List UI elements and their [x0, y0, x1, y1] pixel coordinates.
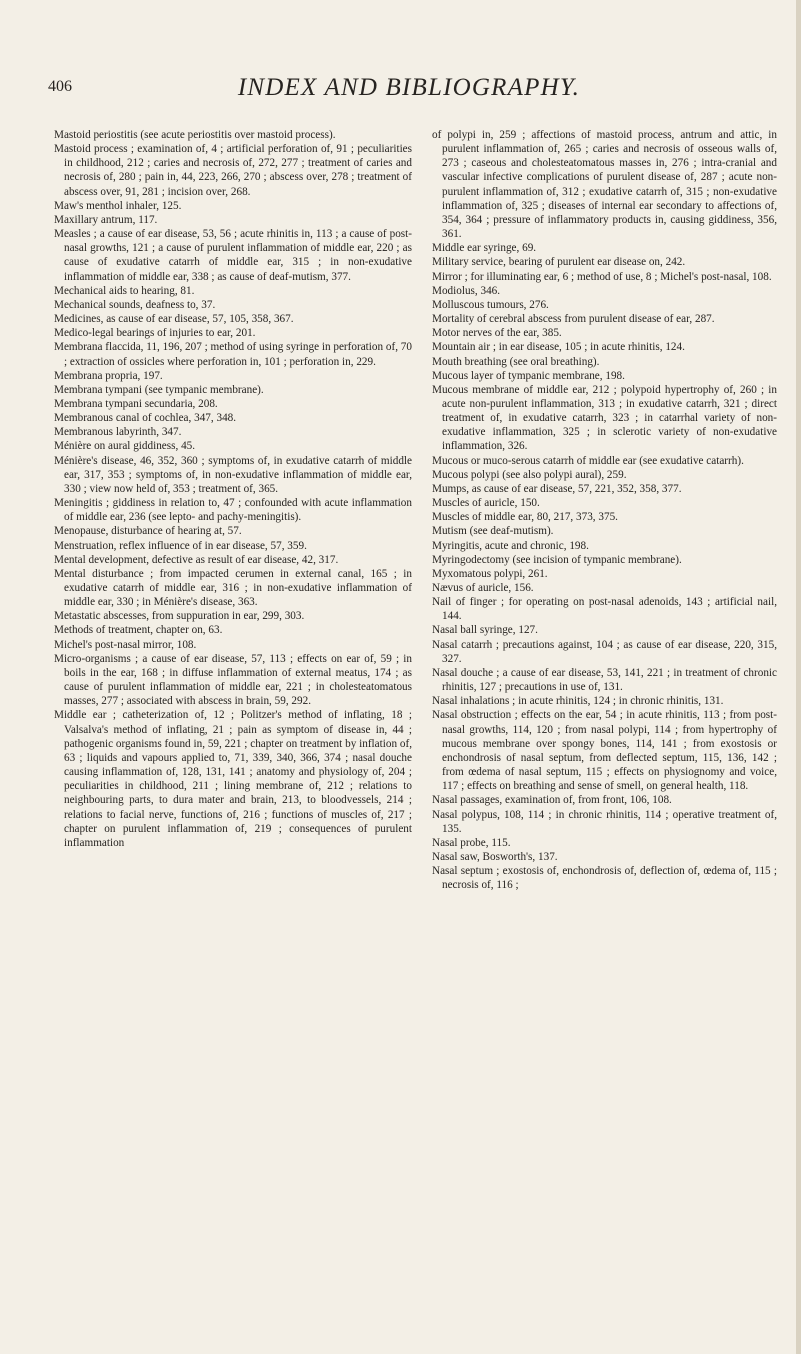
index-entry: Nasal saw, Bosworth's, 137.: [432, 850, 558, 863]
index-entry: Menstruation, reflex influence of in ear disease, 57, 359.: [54, 539, 307, 552]
index-entry: Metastatic abscesses, from suppuration in ear, 299, 303.: [54, 610, 305, 623]
index-entry: Membranous canal of cochlea, 347, 348.: [54, 412, 237, 425]
index-entry: Mucous or muco-serous catarrh of middle ear (see exudative catarrh).: [432, 454, 744, 467]
index-entry: Membranous labyrinth, 347.: [54, 426, 182, 439]
index-entry: Mirror ; for illuminating ear, 6 ; method of use, 8 ; Michel's post-nasal, 108.: [432, 270, 772, 283]
index-entry: Nasal probe, 115.: [432, 836, 511, 849]
index-entry: Mountain air ; in ear disease, 105 ; in acute rhinitis, 124.: [432, 341, 685, 354]
index-entry: Meningitis ; giddiness in relation to, 47 ; confounded with acute inflammation of middle ear, 236 (see lepto- and pachy-meningitis).: [54, 497, 412, 524]
index-entry: Membrana tympani secundaria, 208.: [54, 397, 218, 410]
index-entry: Mental disturbance ; from impacted cerumen in external canal, 165 ; in exudative catarrh of middle ear, 316 ; in non-exudative inflammation of middle ear, 330 ; in Ménière's disease, 363.: [54, 567, 412, 609]
index-entry: Nasal septum ; exostosis of, enchondrosis of, deflection of, œdema of, 115 ; necrosis of, 116 ;: [432, 865, 777, 892]
index-entry: Motor nerves of the ear, 385.: [432, 327, 562, 340]
index-entry: Mumps, as cause of ear disease, 57, 221, 352, 358, 377.: [432, 482, 682, 495]
index-entry: Mucous layer of tympanic membrane, 198.: [432, 369, 625, 382]
index-entry: Micro-organisms ; a cause of ear disease, 57, 113 ; effects on ear of, 59 ; in boils in the ear, 168 ; in diffuse inflammation of external meatus, 174 ; as cause of purulent inflammation of middle ear, 221 ; in cholesteatomatous masses, 277 ; associated with abscess in brain, 59, 292.: [54, 652, 412, 708]
index-entry: Ménière's disease, 46, 352, 360 ; symptoms of, in exudative catarrh of middle ear, 317, 353 ; symptoms of, in non-exudative inflammation of middle ear, 330 ; view now held of, 353 ; treatment of, 365.: [54, 454, 412, 495]
index-entry: Nævus of auricle, 156.: [432, 582, 534, 594]
index-entry: Mechanical sounds, deafness to, 37.: [54, 298, 216, 311]
index-entry: Mortality of cerebral abscess from purulent disease of ear, 287.: [432, 313, 715, 326]
page-header: [48, 74, 770, 106]
index-entry: Measles ; a cause of ear disease, 53, 56 ; acute rhinitis in, 113 ; a cause of post-nasal growths, 121 ; a cause of purulent inflammation of middle ear, 220 ; as cause of exudative catarrh of middle ear, 315 ; in non-exudative inflammation of middle ear, 338 ; as cause of deaf-mutism, 377.: [54, 228, 412, 283]
index-entry: Methods of treatment, chapter on, 63.: [54, 624, 223, 637]
index-entry: Maxillary antrum, 117.: [54, 213, 158, 226]
index-entry: Nasal inhalations ; in acute rhinitis, 124 ; in chronic rhinitis, 131.: [432, 695, 724, 708]
index-entry: Nasal polypus, 108, 114 ; in chronic rhinitis, 114 ; operative treatment of, 135.: [432, 808, 777, 835]
index-entry: Mucous membrane of middle ear, 212 ; polypoid hypertrophy of, 260 ; in acute non-purulent inflammation, 313 ; in exudative catarrh, 321 ; direct treatment of, in exudative catarrh, 323 ; in catarrhal variety of non-exudative inflammation, 325 ; in sclerotic variety of non-exudative inflammation, 326.: [432, 383, 777, 453]
index-column-left: [54, 128, 412, 850]
index-entry: Membrana flaccida, 11, 196, 207 ; method of using syringe in perforation of, 70 ; extraction of ossicles where perforation in, 101 ; perforation in, 229.: [54, 341, 412, 368]
index-entry: Mouth breathing (see oral breathing).: [432, 355, 600, 368]
index-entry: Middle ear syringe, 69.: [432, 242, 537, 255]
index-entry: Mechanical aids to hearing, 81.: [54, 284, 195, 297]
index-entry: Menopause, disturbance of hearing at, 57.: [54, 525, 242, 538]
index-column-right: [432, 128, 777, 892]
index-entry: Myxomatous polypi, 261.: [432, 567, 548, 580]
index-entry: of polypi in, 259 ; affections of mastoid process, antrum and attic, in purulent inflammation of, 265 ; caries and necrosis of osseous walls of, 273 ; caseous and cholesteatomatous masses in, 276 ; intra-cranial and vascular infective complications of purulent disease of, 287 ; acute non-purulent inflammation of, 312 ; exudative catarrh of, 315 ; non-exudative inflammation of, 325 ; diseases of internal ear secondary to affections of, 354, 364 ; pressure of inflammatory products in, causing giddiness, 356, 361.: [432, 129, 777, 241]
index-entry: Muscles of middle ear, 80, 217, 373, 375.: [432, 511, 618, 524]
index-entry: Mastoid process ; examination of, 4 ; artificial perforation of, 91 ; peculiarities in childhood, 212 ; caries and necrosis of, 272, 277 ; treatment of caries and necrosis of, 280 ; pain in, 44, 223, 266, 270 ; abscess over, 278 ; treatment of abscess over, 91, 281 ; incision over, 268.: [54, 143, 412, 198]
index-entry: Nasal obstruction ; effects on the ear, 54 ; in acute rhinitis, 113 ; from post-nasal growths, 114, 120 ; from nasal polypi, 114 ; from hypertrophy of mucous membrane over spongy bones, 114, 141 ; from exostosis or enchondrosis of nasal septum, from deflected septum, 115, 136, 142 ; from œdema of nasal septum, 115 ; effects on physiognomy and voice, 117 ; effects on breathing and sense of smell, on general health, 118.: [432, 709, 777, 793]
index-entry: Medicines, as cause of ear disease, 57, 105, 358, 367.: [54, 313, 294, 326]
index-entry: Military service, bearing of purulent ear disease on, 242.: [432, 256, 686, 269]
index-entry: Mastoid periostitis (see acute periostitis over mastoid process).: [54, 129, 336, 141]
index-entry: Nasal ball syringe, 127.: [432, 624, 538, 637]
page-edge: [796, 0, 801, 1354]
page-number: 406: [48, 78, 72, 95]
index-entry: Membrana propria, 197.: [54, 369, 163, 382]
index-entry: Medico-legal bearings of injuries to ear, 201.: [54, 327, 256, 340]
index-entry: Membrana tympani (see tympanic membrane).: [54, 383, 264, 396]
index-entry: Ménière on aural giddiness, 45.: [54, 440, 196, 453]
index-entry: Mental development, defective as result of ear disease, 42, 317.: [54, 553, 339, 566]
index-entry: Muscles of auricle, 150.: [432, 497, 540, 510]
index-entry: Modiolus, 346.: [432, 284, 501, 297]
index-entry: Myringitis, acute and chronic, 198.: [432, 539, 589, 552]
index-entry: Nasal catarrh ; precautions against, 104 ; as cause of ear disease, 220, 315, 327.: [432, 638, 777, 665]
index-entry: Mucous polypi (see also polypi aural), 259.: [432, 468, 627, 481]
index-entry: Middle ear ; catheterization of, 12 ; Politzer's method of inflating, 18 ; Valsalva's method of inflating, 21 ; pain as symptom of disease in, 44 ; pathogenic organisms found in, 59, 221 ; chapter on treatment by inflation of, 63 ; liquids and vapours applied to, 71, 339, 340, 366, 374 ; nasal douche causing inflammation of, 128, 131, 141 ; anatomy and physiology of, 204 ; peculiarities in childhood, 211 ; lining membrane of, 212 ; relations to neighbouring parts, to dura mater and brain, 213, to bloodvessels, 214 ; relations to facial nerve, functions of, 216 ; functions of muscles of, 217 ; chapter on purulent inflammation of, 219 ; consequences of purulent inflammation: [54, 709, 412, 849]
index-entry: Nasal passages, examination of, from front, 106, 108.: [432, 794, 672, 807]
index-entry: Nasal douche ; a cause of ear disease, 53, 141, 221 ; in treatment of chronic rhinitis, 127 ; precautions in use of, 131.: [432, 666, 777, 694]
running-head: INDEX AND BIBLIOGRAPHY.: [237, 74, 581, 101]
index-entry: Michel's post-nasal mirror, 108.: [54, 638, 197, 651]
index-entry: Maw's menthol inhaler, 125.: [54, 199, 182, 212]
index-entry: Molluscous tumours, 276.: [432, 298, 549, 311]
index-entry: Myringodectomy (see incision of tympanic membrane).: [432, 553, 682, 566]
index-entry: Nail of finger ; for operating on post-nasal adenoids, 143 ; artificial nail, 144.: [432, 596, 777, 623]
index-entry: Mutism (see deaf-mutism).: [432, 525, 554, 538]
